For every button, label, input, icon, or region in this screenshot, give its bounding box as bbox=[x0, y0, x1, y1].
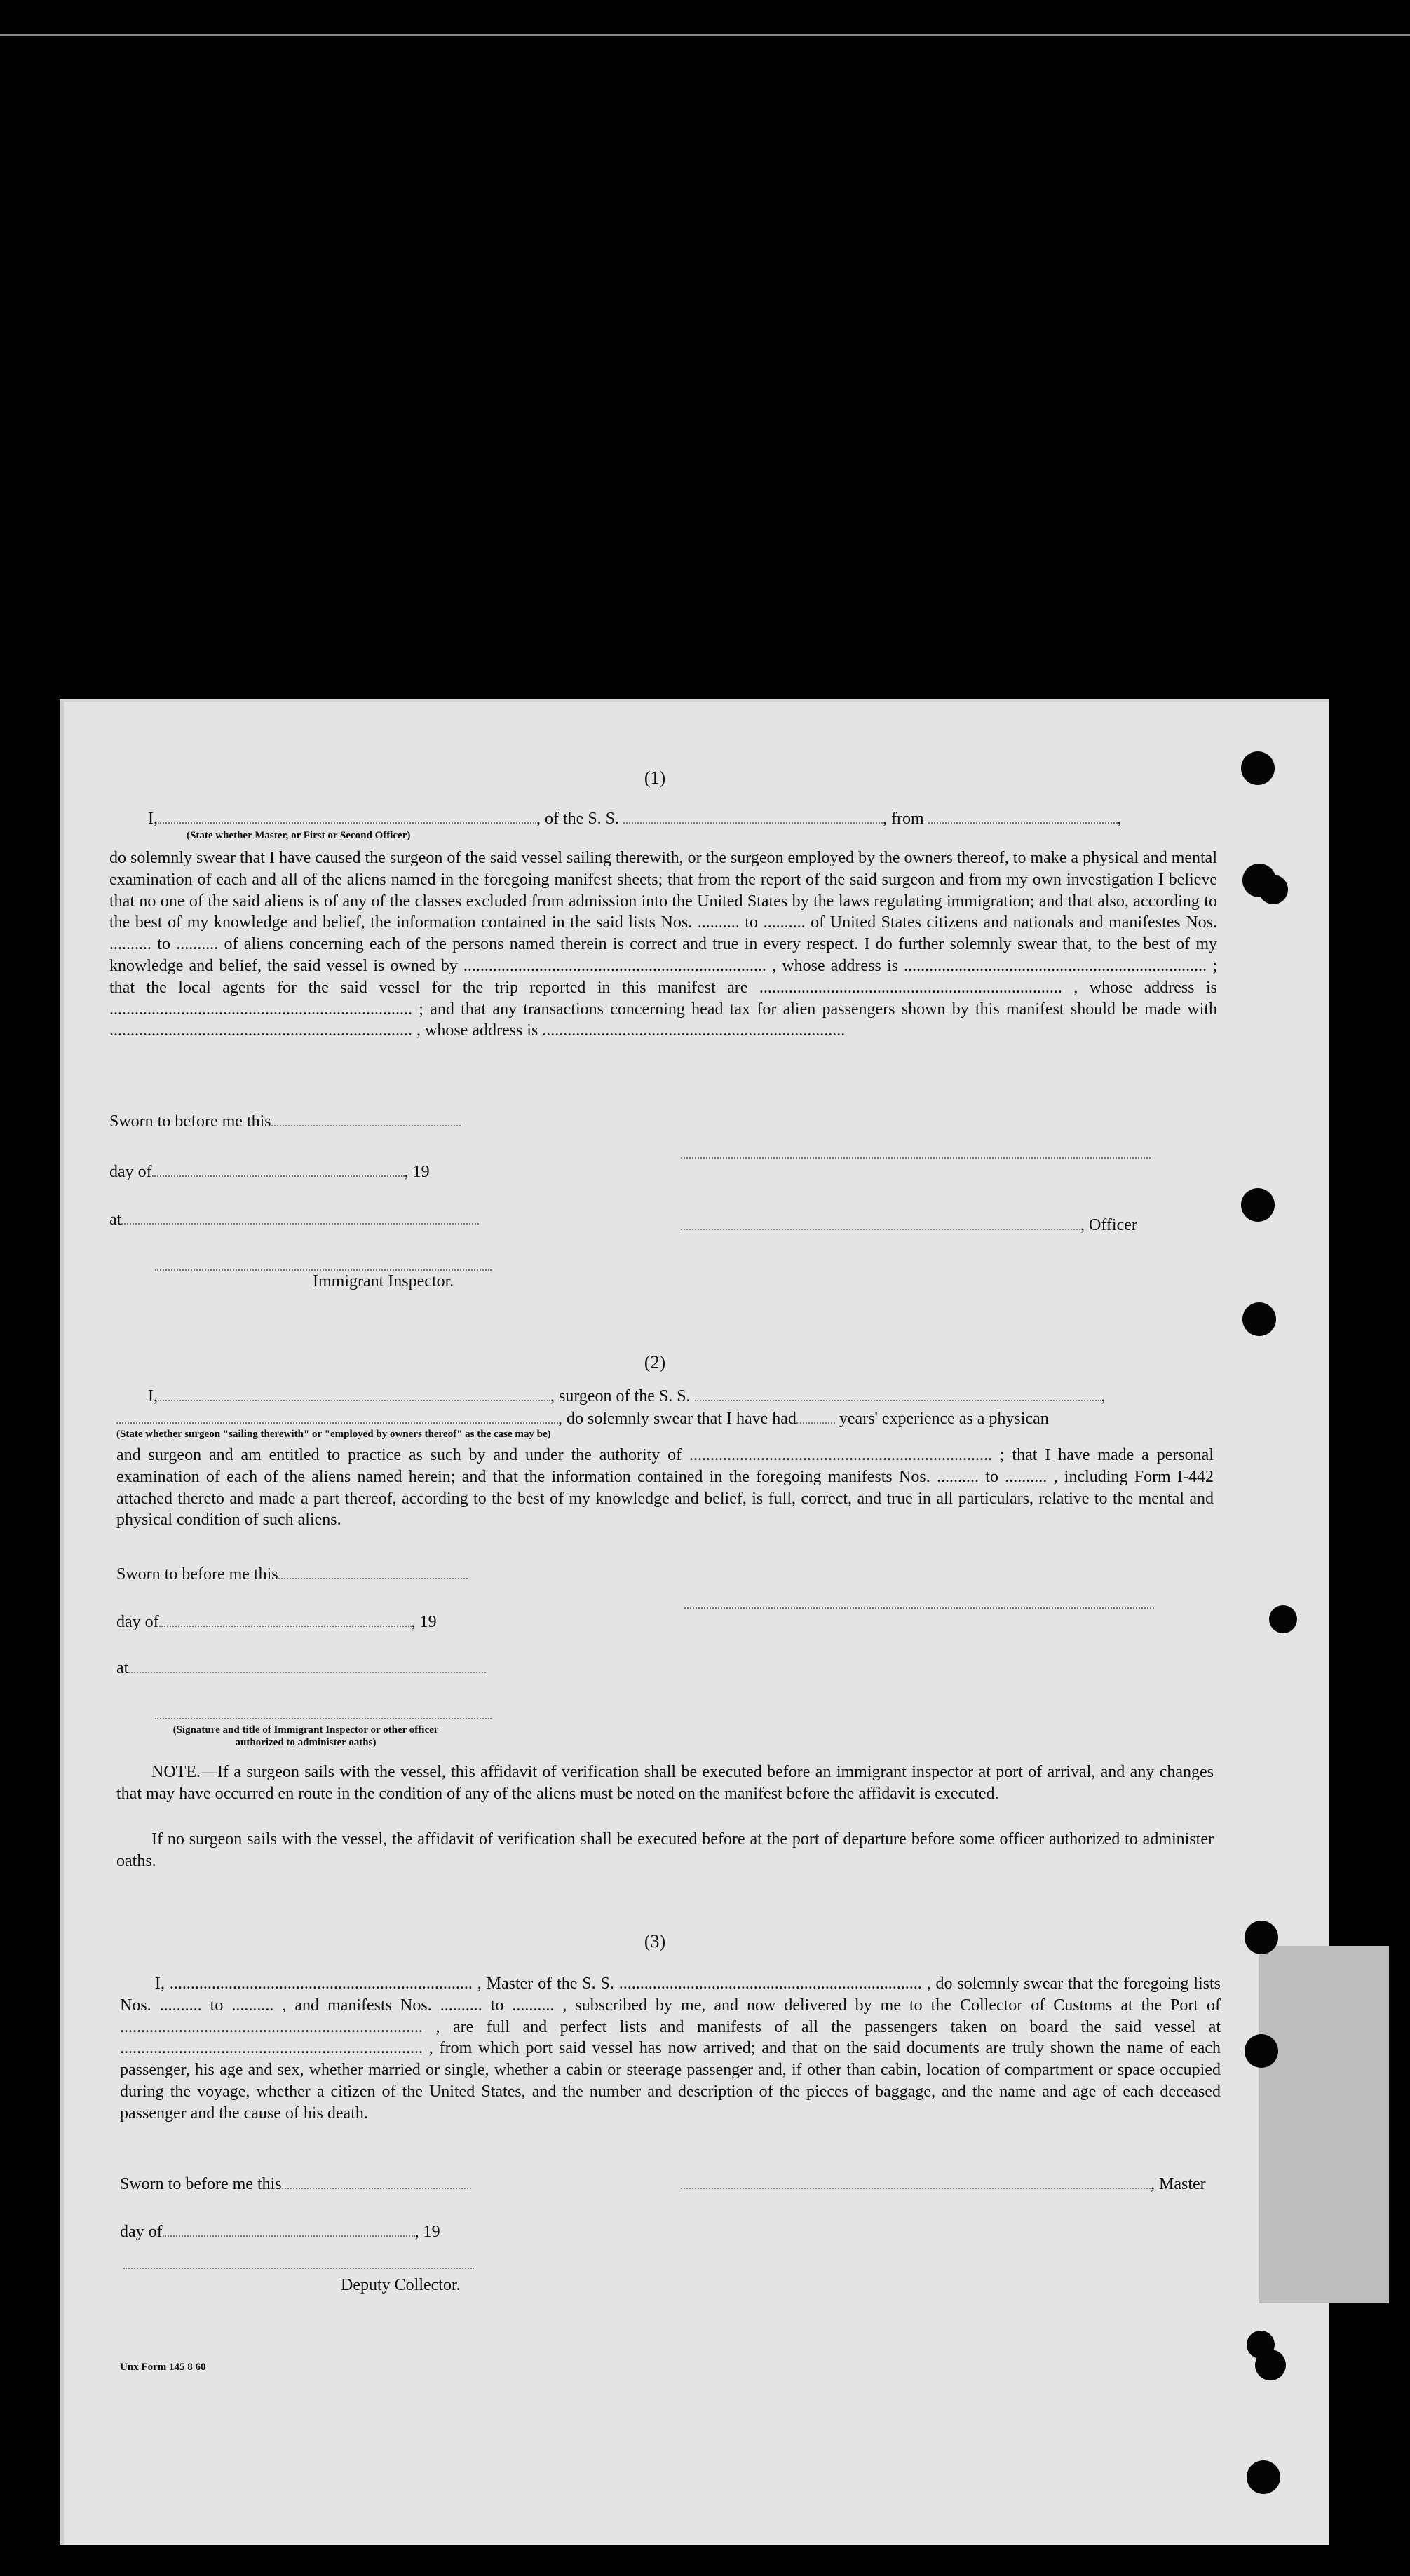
top-edge-rule bbox=[0, 34, 1410, 36]
at-field[interactable] bbox=[128, 1659, 486, 1673]
at-label: at bbox=[116, 1659, 129, 1677]
section-number: (1) bbox=[644, 768, 666, 788]
sworn-line-3 bbox=[120, 2174, 471, 2195]
deputy-label: Deputy Collector. bbox=[341, 2276, 461, 2294]
binder-hole bbox=[1269, 1605, 1297, 1633]
master-label: , Master bbox=[1151, 2175, 1206, 2193]
signature-note: (Signature and title of Immigrant Inspector or other officer authorized to administer oaths) bbox=[172, 1724, 439, 1748]
section1-body: do solemnly swear that I have caused the surgeon of the said vessel sailing therewith, or the surgeon employed by the owners thereof, to make a physical and mental examination of each and all of the aliens named in the foregoing manifest sheets; that from the report of the said surgeon and from my own investigation I believe that no one of the said aliens is of any of the classes excluded from admission into the United States by the laws regulating immigration; and that also, according to the best of my knowledge and belief, the information contained in the said lists Nos. .......... to .......... of United States citizens and nationals and manifestes Nos. .......... to .......... of aliens concerning each of the persons named therein is correct and true in every respect. I do further solemnly swear that, to the best of my knowledge and belief, the said vessel is owned by ........................................................................ , whose address is ........................................................................ ; that the local agents for the said vessel for the trip reported in this manifest are ........................................................................ , whose address is ........................................................................ ; and that any transactions concerning head tax for alien passengers shown by this manifest should be made with ........................................................................ , whose address is ........................................................................ bbox=[109, 849, 1218, 1040]
surgeon-oath-end: years' experience as a physican bbox=[839, 1410, 1049, 1428]
deputy-signature-line[interactable] bbox=[123, 2266, 474, 2269]
surgeon-line-prefix: I, bbox=[148, 1387, 158, 1405]
day-of-field[interactable] bbox=[159, 1613, 412, 1627]
surgeon-vessel-field[interactable] bbox=[695, 1387, 1101, 1401]
binder-hole bbox=[1242, 1302, 1276, 1336]
officer-signature-block bbox=[681, 1215, 1137, 1236]
surgeon-oath-line bbox=[116, 1408, 1049, 1429]
sworn-label: Sworn to before me this bbox=[109, 1112, 271, 1131]
binder-hole bbox=[1241, 1188, 1275, 1222]
at-field[interactable] bbox=[121, 1211, 479, 1225]
year-label: , 19 bbox=[414, 2223, 440, 2241]
at-line-1 bbox=[109, 1209, 479, 1230]
year-label: , 19 bbox=[411, 1613, 437, 1631]
sworn-date-field[interactable] bbox=[282, 2175, 471, 2189]
surgeon-name-field[interactable] bbox=[158, 1387, 550, 1401]
administrator-signature-line[interactable] bbox=[155, 1717, 492, 1719]
at-line-2 bbox=[116, 1658, 486, 1679]
binder-hole bbox=[1255, 2350, 1286, 2380]
day-of-line-3 bbox=[120, 2221, 440, 2242]
officer-line-ss: , of the S. S. bbox=[536, 810, 620, 828]
officer-line-from: , from bbox=[883, 810, 924, 828]
master-signature-field[interactable] bbox=[681, 2175, 1151, 2189]
note-1: NOTE.—If a surgeon sails with the vessel, this affidavit of verification shall be executed before an immigrant inspector at port of arrival, and any changes that may have occurred en route in the condition of any of the aliens must be noted on the manifest before the affidavit is executed. bbox=[116, 1763, 1214, 1803]
section-number: (2) bbox=[644, 1352, 666, 1372]
day-of-label: day of bbox=[120, 2223, 163, 2241]
at-label: at bbox=[109, 1211, 122, 1229]
day-of-line-1 bbox=[109, 1161, 430, 1183]
binder-hole bbox=[1245, 2034, 1278, 2068]
officer-line: I, , of the S. S. , from , bbox=[148, 810, 1122, 828]
binder-hole bbox=[1241, 751, 1275, 785]
vessel-name-field[interactable] bbox=[623, 810, 883, 824]
sworn-date-field[interactable] bbox=[271, 1112, 461, 1126]
officer-note: (State whether Master, or First or Second Officer) bbox=[187, 830, 411, 841]
day-of-field[interactable] bbox=[152, 1163, 405, 1177]
departure-port-field[interactable] bbox=[928, 810, 1118, 824]
sworn-date-field[interactable] bbox=[278, 1565, 468, 1579]
surgeon-line: I, , surgeon of the S. S. , bbox=[148, 1387, 1106, 1405]
day-of-line-2 bbox=[116, 1611, 437, 1633]
officer-name-field[interactable] bbox=[158, 810, 536, 824]
binder-hole bbox=[1245, 1921, 1278, 1954]
binder-hole bbox=[1247, 2460, 1280, 2494]
surgeon-line-ss: , surgeon of the S. S. bbox=[550, 1387, 691, 1405]
day-of-label: day of bbox=[116, 1613, 159, 1631]
note-2: If no surgeon sails with the vessel, the affidavit of verification shall be executed before at the port of departure before some officer authorized to administer oaths. bbox=[116, 1830, 1214, 1870]
surgeon-note: (State whether surgeon "sailing therewith" or "employed by owners thereof" as the case may be) bbox=[116, 1429, 551, 1440]
sworn-label: Sworn to before me this bbox=[116, 1565, 278, 1583]
years-experience-field[interactable] bbox=[796, 1410, 835, 1424]
year-label: , 19 bbox=[404, 1163, 430, 1181]
surgeon-signature-line[interactable] bbox=[684, 1606, 1154, 1609]
section3-body: I, ........................................................................ , Master of the S. S. ........................................................................ , do solemnly swear that the foregoing lists Nos. .......... to .......... , and manifests Nos. .......... to .......... , subscribed by me, and now delivered by me to the Collector of Customs at the Port of ........................................................................ , are full and perfect lists and manifests of all the passengers taken on board the said vessel at ........................................................................ , from which port said vessel has now arrived; and that on the said documents are truly shown the name of each passenger, his age and sex, whether married or single, whether a cabin or steerage passenger and, if other than cabin, location of compartment or space occupied during the voyage, whether a citizen of the United States, and the number and description of the pieces of baggage, and the name and age of each deceased passenger and the cause of his death. bbox=[120, 1975, 1221, 2122]
surgeon-oath-text: , do solemnly swear that I have had bbox=[558, 1410, 796, 1428]
officer-signature-field[interactable] bbox=[681, 1216, 1080, 1230]
section2-body: and surgeon and am entitled to practice as such by and under the authority of ........................................................................ ; that I have made a personal examination of each of the aliens named herein; and that the information contained in the foregoing manifests Nos. .......... to .......... , including Form I-442 attached thereto and made a part thereof, according to the best of my knowledge and belief, is full, correct, and true in all particulars, relative to the mental and physical condition of such aliens. bbox=[116, 1446, 1214, 1529]
section-number: (3) bbox=[644, 1931, 666, 1951]
day-of-label: day of bbox=[109, 1163, 152, 1181]
officer-line-prefix: I, bbox=[148, 810, 158, 828]
form-content bbox=[64, 702, 1329, 2545]
form-number: Unx Form 145 8 60 bbox=[120, 2362, 206, 2373]
day-of-field[interactable] bbox=[163, 2223, 415, 2237]
manifest-page bbox=[60, 699, 1329, 2545]
inspector-label: Immigrant Inspector. bbox=[313, 1272, 454, 1290]
master-signature-block bbox=[681, 2174, 1206, 2195]
sworn-line-1 bbox=[109, 1111, 461, 1132]
officer-label: , Officer bbox=[1080, 1216, 1137, 1234]
binder-hole bbox=[1259, 875, 1288, 904]
officer-signature-line[interactable] bbox=[681, 1156, 1151, 1159]
sworn-label: Sworn to before me this bbox=[120, 2175, 282, 2193]
surgeon-status-field[interactable] bbox=[116, 1410, 558, 1424]
sworn-line-2 bbox=[116, 1564, 468, 1585]
